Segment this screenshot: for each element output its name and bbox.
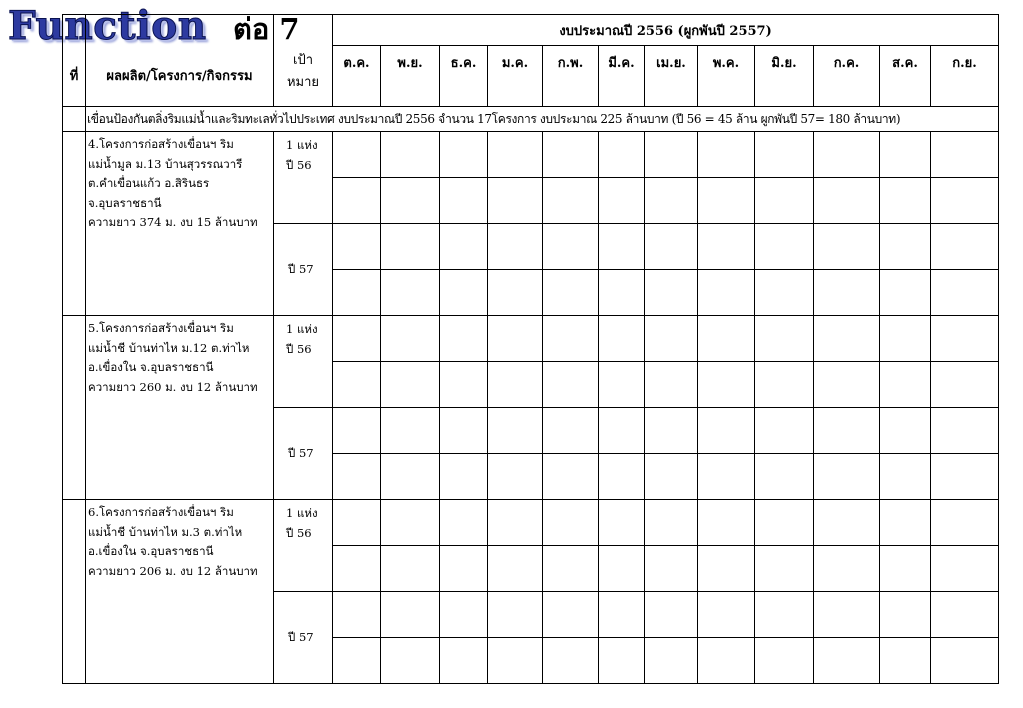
target-year-56: ปี 56: [286, 525, 312, 540]
month-cell: [755, 408, 814, 454]
col-project-header: ผลผลิต/โครงการ/กิจกรรม: [86, 46, 274, 107]
project-line: อ.เขื่องใน จ.อุบลราชธานี: [88, 544, 214, 558]
month-cell: [381, 592, 440, 638]
month-cell: [698, 362, 755, 408]
month-cell: [698, 178, 755, 224]
month-cell: [755, 316, 814, 362]
month-cell: [931, 408, 999, 454]
month-cell: [488, 178, 543, 224]
target-year-57: ปี 57: [274, 224, 333, 316]
project-row: [63, 132, 999, 178]
month-cell: [333, 178, 381, 224]
month-cell: [931, 224, 999, 270]
month-cell: [880, 546, 931, 592]
project-line: 4.โครงการก่อสร้างเขื่อนฯ ริม: [88, 137, 234, 151]
month-cell: [440, 224, 488, 270]
month-cell: [698, 638, 755, 684]
month-cell: [645, 132, 698, 178]
month-cell: [599, 408, 645, 454]
month-cell: [698, 500, 755, 546]
month-cell: [381, 132, 440, 178]
month-cell: [381, 546, 440, 592]
project-description: [86, 316, 274, 500]
month-cell: [333, 362, 381, 408]
header-blank-target: [274, 15, 333, 46]
project-line: 5.โครงการก่อสร้างเขื่อนฯ ริม: [88, 321, 234, 335]
month-cell: [333, 270, 381, 316]
month-cell: [755, 454, 814, 500]
month-cell: [698, 270, 755, 316]
month-cell: [599, 592, 645, 638]
month-cell: [381, 454, 440, 500]
month-cell: [814, 500, 880, 546]
month-cell: [599, 546, 645, 592]
project-description: [86, 132, 274, 316]
month-cell: [543, 224, 599, 270]
month-cell: [698, 454, 755, 500]
month-cell: [381, 638, 440, 684]
header-row-budget: [63, 15, 999, 46]
month-cell: [488, 132, 543, 178]
month-cell: [880, 592, 931, 638]
month-cell: [599, 270, 645, 316]
month-cell: [599, 454, 645, 500]
month-cell: [440, 362, 488, 408]
target-y56-cell: [274, 132, 333, 224]
month-cell: [755, 178, 814, 224]
month-cell: [440, 592, 488, 638]
project-no-cell: [63, 500, 86, 684]
project-line: ความยาว 260 ม. งบ 12 ล้านบาท: [88, 379, 258, 394]
month-cell: [814, 454, 880, 500]
month-cell: [698, 592, 755, 638]
month-cell: [645, 546, 698, 592]
month-header: มี.ค.: [599, 46, 645, 107]
month-cell: [755, 546, 814, 592]
month-cell: [381, 178, 440, 224]
month-cell: [645, 592, 698, 638]
month-cell: [543, 178, 599, 224]
month-cell: [543, 270, 599, 316]
month-cell: [880, 224, 931, 270]
month-cell: [645, 270, 698, 316]
col-no-header: ที่: [63, 46, 86, 107]
month-cell: [488, 592, 543, 638]
month-cell: [440, 178, 488, 224]
header-blank-no: [63, 15, 86, 46]
month-cell: [755, 592, 814, 638]
month-cell: [755, 362, 814, 408]
month-cell: [645, 454, 698, 500]
month-header: พ.ค.: [698, 46, 755, 107]
month-header: ก.ค.: [814, 46, 880, 107]
month-cell: [814, 408, 880, 454]
month-cell: [645, 224, 698, 270]
month-cell: [543, 638, 599, 684]
target-amount: 1 แห่ง: [286, 322, 318, 336]
month-header: ก.ย.: [931, 46, 999, 107]
month-cell: [645, 362, 698, 408]
month-cell: [931, 178, 999, 224]
target-y56-cell: [274, 500, 333, 592]
month-cell: [488, 316, 543, 362]
month-cell: [698, 408, 755, 454]
month-cell: [381, 270, 440, 316]
project-description: [86, 500, 274, 684]
month-cell: [599, 500, 645, 546]
month-cell: [333, 454, 381, 500]
table-body: [63, 107, 999, 684]
month-cell: [880, 178, 931, 224]
month-cell: [931, 500, 999, 546]
target-amount: 1 แห่ง: [286, 138, 318, 152]
month-cell: [440, 500, 488, 546]
month-cell: [931, 638, 999, 684]
month-cell: [543, 362, 599, 408]
month-cell: [543, 592, 599, 638]
month-cell: [488, 362, 543, 408]
month-cell: [931, 316, 999, 362]
project-line: ความยาว 374 ม. งบ 15 ล้านบาท: [88, 215, 258, 229]
target-year-57: ปี 57: [274, 592, 333, 684]
month-cell: [599, 224, 645, 270]
month-cell: [880, 408, 931, 454]
month-cell: [440, 546, 488, 592]
function-title: Function: [8, 3, 207, 49]
month-cell: [698, 224, 755, 270]
month-cell: [814, 270, 880, 316]
month-cell: [333, 408, 381, 454]
month-cell: [599, 132, 645, 178]
month-cell: [931, 132, 999, 178]
project-line: แม่น้ำชี บ้านท่าไห ม.3 ต.ท่าไห: [88, 524, 243, 539]
budget-header: งบประมาณปี 2556 (ผูกพันปี 2557): [333, 15, 999, 46]
summary-no-cell: [63, 107, 86, 132]
project-line: แม่น้ำมูล ม.13 บ้านสุวรรณวารี: [88, 156, 243, 171]
month-cell: [931, 546, 999, 592]
month-cell: [440, 316, 488, 362]
month-cell: [381, 316, 440, 362]
month-cell: [880, 362, 931, 408]
month-cell: [381, 500, 440, 546]
header-row-months: [63, 46, 999, 107]
month-cell: [543, 316, 599, 362]
month-cell: [543, 132, 599, 178]
month-cell: [880, 638, 931, 684]
month-header: ก.พ.: [543, 46, 599, 107]
project-line: แม่น้ำชี บ้านท่าไห ม.12 ต.ท่าไห: [88, 340, 250, 355]
project-row: [63, 500, 999, 546]
month-cell: [880, 316, 931, 362]
project-no-cell: [63, 132, 86, 316]
project-row: [63, 316, 999, 362]
month-header: มิ.ย.: [755, 46, 814, 107]
month-header: ต.ค.: [333, 46, 381, 107]
summary-row: [63, 107, 999, 132]
month-header: ม.ค.: [488, 46, 543, 107]
month-cell: [755, 224, 814, 270]
month-cell: [755, 132, 814, 178]
month-cell: [488, 224, 543, 270]
col-target-line1: เป้า: [293, 52, 313, 68]
summary-text: เขื่อนป้องกันตลิ่งริมแม่น้ำและริมทะเลทั่วไปประเทศ งบประมาณปี 2556 จำนวน 17โครงการ งบประมาณ 225 ล้านบาท (ปี 56 = 45 ล้าน ผูกพันปี 57= 180 ล้านบาท): [86, 107, 999, 132]
month-cell: [814, 592, 880, 638]
month-cell: [814, 638, 880, 684]
month-cell: [333, 592, 381, 638]
month-header: ธ.ค.: [440, 46, 488, 107]
month-header: พ.ย.: [381, 46, 440, 107]
month-cell: [333, 500, 381, 546]
col-target-line2: หมาย: [286, 74, 320, 90]
month-cell: [488, 270, 543, 316]
project-line: ต.คำเขื่อนแก้ว อ.สิรินธร: [88, 176, 210, 190]
month-cell: [488, 546, 543, 592]
month-cell: [814, 546, 880, 592]
month-cell: [488, 500, 543, 546]
month-cell: [543, 408, 599, 454]
month-cell: [599, 316, 645, 362]
month-cell: [440, 638, 488, 684]
target-year-56: ปี 56: [286, 157, 312, 172]
month-cell: [543, 500, 599, 546]
month-cell: [599, 362, 645, 408]
month-cell: [543, 454, 599, 500]
month-cell: [381, 408, 440, 454]
month-cell: [488, 408, 543, 454]
target-year-57: ปี 57: [274, 408, 333, 500]
month-cell: [755, 638, 814, 684]
month-cell: [333, 224, 381, 270]
month-cell: [880, 132, 931, 178]
project-line: 6.โครงการก่อสร้างเขื่อนฯ ริม: [88, 505, 234, 519]
month-cell: [381, 224, 440, 270]
month-cell: [931, 592, 999, 638]
month-cell: [440, 132, 488, 178]
month-cell: [488, 638, 543, 684]
project-no-cell: [63, 316, 86, 500]
month-cell: [381, 362, 440, 408]
month-cell: [698, 546, 755, 592]
month-cell: [880, 270, 931, 316]
month-cell: [755, 500, 814, 546]
month-cell: [698, 316, 755, 362]
header-blank-project: [86, 15, 274, 46]
continued-label: ต่อ 7: [233, 12, 300, 46]
month-cell: [931, 270, 999, 316]
month-cell: [645, 408, 698, 454]
month-header: เม.ย.: [645, 46, 698, 107]
month-cell: [440, 270, 488, 316]
month-cell: [755, 270, 814, 316]
month-cell: [931, 362, 999, 408]
month-cell: [440, 408, 488, 454]
month-cell: [599, 638, 645, 684]
target-y56-cell: [274, 316, 333, 408]
project-line: ความยาว 206 ม. งบ 12 ล้านบาท: [88, 563, 258, 578]
target-amount: 1 แห่ง: [286, 506, 318, 520]
month-cell: [931, 454, 999, 500]
month-cell: [814, 132, 880, 178]
month-cell: [599, 178, 645, 224]
month-header: ส.ค.: [880, 46, 931, 107]
month-cell: [645, 316, 698, 362]
month-cell: [645, 500, 698, 546]
month-cell: [333, 638, 381, 684]
month-cell: [488, 454, 543, 500]
month-cell: [880, 454, 931, 500]
project-line: อ.เขื่องใน จ.อุบลราชธานี: [88, 360, 214, 374]
month-cell: [698, 132, 755, 178]
month-cell: [333, 132, 381, 178]
month-cell: [814, 178, 880, 224]
month-cell: [543, 546, 599, 592]
month-cell: [645, 178, 698, 224]
month-cell: [880, 500, 931, 546]
month-cell: [333, 546, 381, 592]
month-cell: [814, 362, 880, 408]
project-line: จ.อุบลราชธานี: [88, 195, 162, 210]
month-cell: [333, 316, 381, 362]
month-cell: [645, 638, 698, 684]
col-target-header: [274, 46, 333, 107]
month-cell: [814, 224, 880, 270]
budget-plan-table: [62, 14, 999, 684]
target-year-56: ปี 56: [286, 341, 312, 356]
month-cell: [440, 454, 488, 500]
month-cell: [814, 316, 880, 362]
